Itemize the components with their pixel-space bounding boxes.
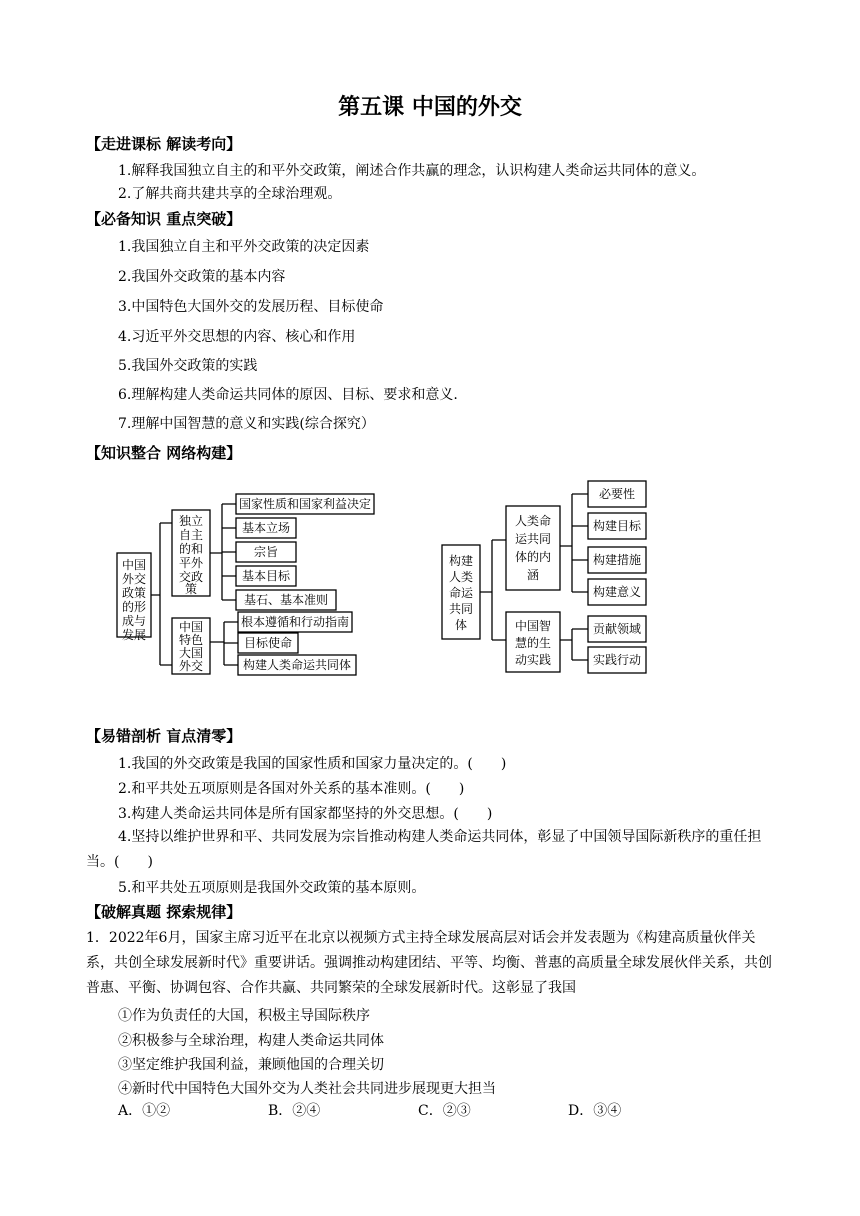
section-heading-network: 【知识整合 网络构建】: [86, 444, 242, 462]
right-branch1-line: 体的内: [514, 550, 552, 564]
left-branch1-line: 的和: [178, 542, 204, 556]
left-root-line: 的形: [121, 600, 147, 614]
knowledge-item: 3.中国特色大国外交的发展历程、目标使命: [118, 299, 384, 315]
right-root-line: 构建: [448, 554, 474, 568]
knowledge-item: 6.理解构建人类命运共同体的原因、目标、要求和意义.: [118, 387, 458, 403]
question-statement: ①作为负责任的大国，积极主导国际秩序: [118, 1008, 370, 1024]
right-branch1-line: 涵: [526, 568, 540, 582]
right-branch2-item: 贡献领域: [592, 622, 642, 636]
right-branch1-item: 构建措施: [592, 553, 642, 567]
left-root-line: 政策: [121, 586, 147, 600]
left-branch1-item: 国家性质和国家利益决定: [238, 497, 372, 511]
right-branch1-line: 运共同: [514, 532, 552, 546]
left-branch1-line: 平外: [178, 556, 204, 570]
section-heading-knowledge: 【必备知识 重点突破】: [86, 210, 242, 228]
error-item: 4.坚持以维护世界和平、共同发展为宗旨推动构建人类命运共同体，彰显了中国领导国际新秩序的重任担当。( ): [86, 829, 762, 870]
standard-item: 1.解释我国独立自主的和平外交政策，阐述合作共赢的理念，认识构建人类命运共同体的意义。: [118, 163, 706, 179]
right-root-line: 共同: [448, 602, 474, 616]
question-statement: ②积极参与全球治理，构建人类命运共同体: [118, 1033, 384, 1049]
right-root-line: 体: [454, 618, 468, 632]
option-d[interactable]: D．③④: [568, 1103, 622, 1119]
section-heading-standards: 【走进课标 解读考向】: [86, 135, 242, 153]
left-branch1-line: 自主: [178, 528, 204, 542]
left-root-line: 发展: [121, 628, 147, 642]
left-root-line: 成与: [121, 614, 147, 628]
right-root-line: 人类: [448, 570, 474, 584]
right-branch1-item: 构建目标: [592, 519, 642, 533]
right-branch2-line: 动实践: [514, 653, 552, 667]
knowledge-item: 2.我国外交政策的基本内容: [118, 269, 286, 285]
section-heading-exam: 【破解真题 探索规律】: [86, 903, 242, 921]
left-diagram: [117, 494, 374, 675]
right-branch2-item: 实践行动: [592, 653, 642, 667]
standard-item: 2.了解共商共建共享的全球治理观。: [118, 186, 342, 202]
knowledge-item: 7.理解中国智慧的意义和实践(综合探究）: [118, 416, 375, 432]
answer-options: [118, 1100, 718, 1120]
left-branch1-item: 基石、基本准则: [243, 593, 329, 607]
left-root-line: 外交: [121, 572, 147, 586]
right-branch1-line: 人类命: [514, 514, 552, 528]
left-branch2-line: 中国: [178, 620, 204, 634]
left-branch2-item: 目标使命: [243, 636, 293, 650]
knowledge-network-diagram: [0, 470, 860, 710]
right-root-line: 命运: [448, 586, 474, 600]
left-branch2-line: 特色: [178, 633, 204, 647]
left-branch1-item: 基本立场: [241, 521, 291, 535]
right-branch1-item: 必要性: [598, 487, 636, 501]
left-branch2-line: 大国: [178, 646, 204, 660]
page-title: 第五课 中国的外交: [338, 95, 522, 120]
left-branch1-line: 交政: [178, 570, 204, 584]
option-c[interactable]: C．②③: [418, 1103, 471, 1119]
knowledge-item: 4.习近平外交思想的内容、核心和作用: [118, 329, 356, 345]
error-item: 2.和平共处五项原则是各国对外关系的基本准则。( ): [118, 781, 465, 797]
right-diagram: [442, 481, 646, 673]
left-branch2-line: 外交: [178, 659, 204, 673]
error-item: 1.我国的外交政策是我国的国家性质和国家力量决定的。( ): [118, 756, 507, 772]
left-root-line: 中国: [121, 558, 147, 572]
section-heading-errors: 【易错剖析 盲点清零】: [86, 727, 242, 745]
right-branch2-line: 中国智: [514, 619, 552, 633]
right-branch1-item: 构建意义: [592, 585, 642, 599]
right-branch2-line: 慧的生: [514, 636, 552, 650]
left-branch1-item: 宗旨: [253, 545, 279, 559]
knowledge-item: 1.我国独立自主和平外交政策的决定因素: [118, 239, 370, 255]
left-branch2-item: 根本遵循和行动指南: [240, 615, 350, 629]
option-b[interactable]: B．②④: [268, 1103, 321, 1119]
left-branch1-item: 基本目标: [241, 569, 291, 583]
question-stem: 1．2022年6月，国家主席习近平在北京以视频方式主持全球发展高层对话会并发表题为《构建高质量伙伴关系，共创全球发展新时代》重要讲话。强调推动构建团结、平等、均衡、普惠的高质量全球发展伙伴关系，共创普惠、平衡、协调包容、合作共赢、共同繁荣的全球发展新时代。这彰显了我国: [86, 930, 772, 996]
left-branch1-line: 独立: [178, 514, 204, 528]
option-a[interactable]: A．①②: [118, 1103, 171, 1119]
error-item: 5.和平共处五项原则是我国外交政策的基本原则。: [118, 880, 426, 896]
question-statement: ④新时代中国特色大国外交为人类社会共同进步展现更大担当: [118, 1081, 496, 1097]
left-branch1-line: 策: [184, 582, 198, 596]
left-branch2-item: 构建人类命运共同体: [242, 658, 352, 672]
question-statement: ③坚定维护我国利益，兼顾他国的合理关切: [118, 1057, 384, 1073]
error-item: 3.构建人类命运共同体是所有国家都坚持的外交思想。( ): [118, 806, 493, 822]
knowledge-item: 5.我国外交政策的实践: [118, 358, 258, 374]
